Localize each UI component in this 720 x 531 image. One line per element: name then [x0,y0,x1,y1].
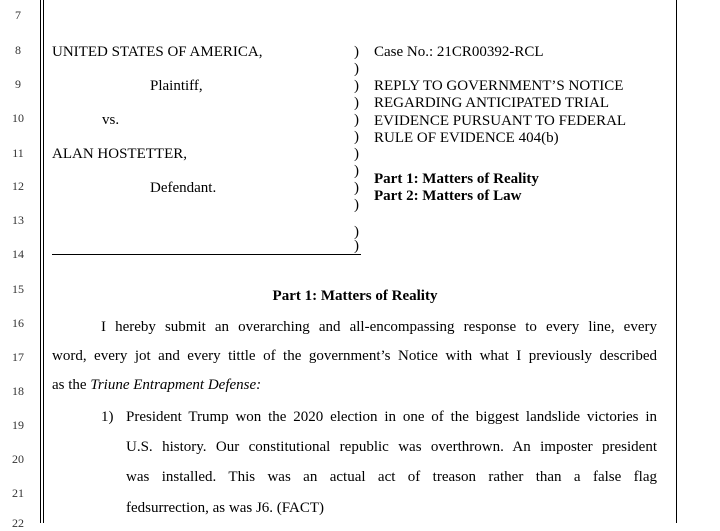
list-item-number: 1) [101,409,114,425]
document-title-line: EVIDENCE PURSUANT TO FEDERAL [374,113,627,129]
plaintiff-name: UNITED STATES OF AMERICA, [52,44,263,60]
plaintiff-label: Plaintiff, [150,78,203,94]
line-number: 20 [12,452,24,466]
defendant-name: ALAN HOSTETTER, [52,146,187,162]
line-number: 22 [12,516,24,530]
case-number: Case No.: 21CR00392-RCL [374,44,544,60]
paragraph-line: I hereby submit an overarching and all-encompassing response to every line, every [101,319,657,335]
list-item-line: fedsurrection, as was J6. (FACT) [126,500,325,516]
line-number: 18 [12,384,24,398]
left-margin-rule-outer [40,0,41,523]
line-number: 21 [12,486,24,500]
section-heading: Part 1: Matters of Reality [272,288,438,304]
list-item-line: U.S. history. Our constitutional republic was overthrown. An imposter president [126,439,657,455]
paragraph-line [52,377,261,394]
part-list-item: Part 2: Matters of Law [374,188,522,204]
document-title-line: RULE OF EVIDENCE 404(b) [374,130,559,146]
line-number: 10 [12,111,24,125]
caption-underline [52,254,361,255]
defendant-label: Defendant. [150,180,217,196]
list-item-line: was installed. This was an actual act of treason rather than a false flag [126,469,657,485]
line-number: 16 [12,316,24,330]
line-number: 19 [12,418,24,432]
line-number: 13 [12,213,24,227]
line-number: 11 [12,146,24,160]
left-margin-rule-inner [43,0,44,523]
versus-label: vs. [102,112,120,128]
part-list-item: Part 1: Matters of Reality [374,171,539,187]
line-number: 14 [12,247,24,261]
paragraph-line: word, every jot and every tittle of the government’s Notice with what I previously described [52,348,657,364]
line-number: 15 [12,282,24,296]
paragraph-text: as the [52,377,91,393]
line-number: 8 [15,43,21,57]
right-margin-rule [676,0,677,523]
document-title-line: REPLY TO GOVERNMENT’S NOTICE [374,78,624,94]
list-item-line: President Trump won the 2020 election in one of the biggest landslide victories in [126,409,657,425]
defense-name: Triune Entrapment Defense: [90,377,262,393]
line-number: 7 [15,8,21,22]
line-number: 9 [15,77,21,91]
line-number: 17 [12,350,24,364]
document-title-line: REGARDING ANTICIPATED TRIAL [374,95,610,111]
line-number: 12 [12,179,24,193]
